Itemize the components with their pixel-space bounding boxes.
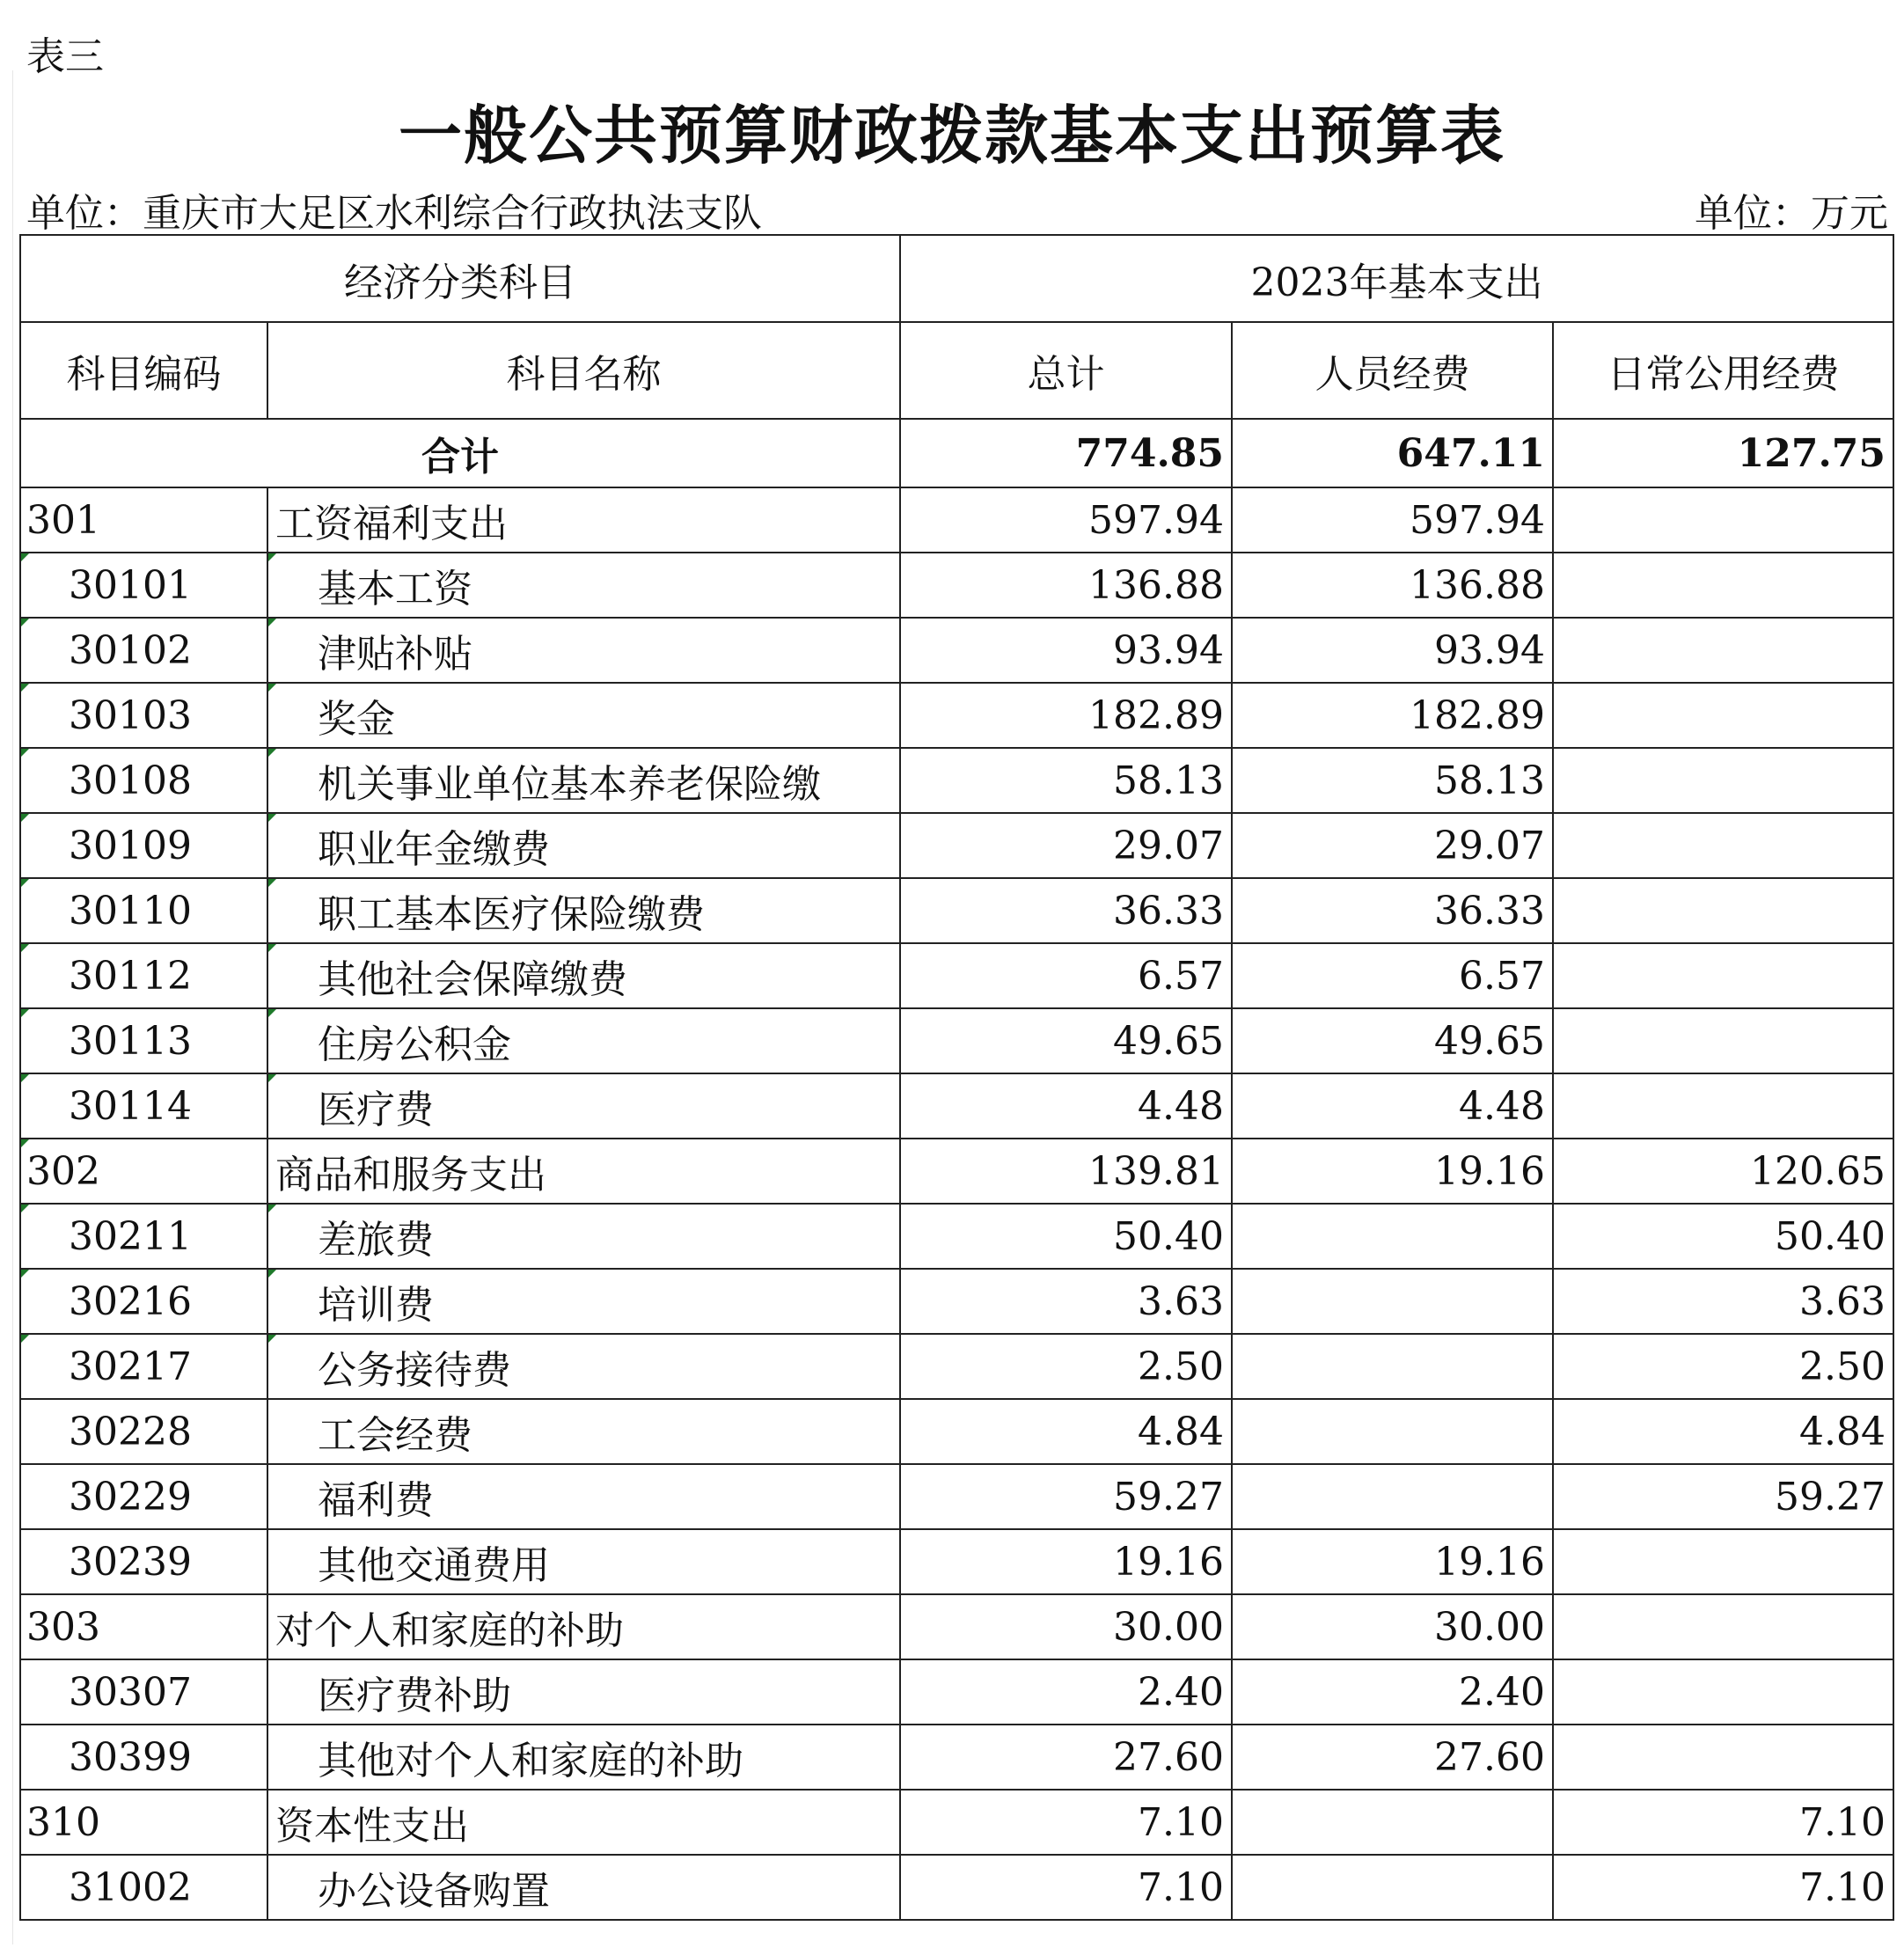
cell-total: 58.13 — [900, 748, 1232, 813]
cell-total: 19.16 — [900, 1529, 1232, 1594]
cell-public — [1553, 1659, 1893, 1725]
cell-total: 49.65 — [900, 1008, 1232, 1073]
header-economic-classification: 经济分类科目 — [20, 235, 900, 322]
table-row — [20, 1204, 1893, 1269]
cell-code: 30399 — [20, 1725, 267, 1790]
cell-name: 住房公积金 — [267, 1008, 900, 1073]
cell-public — [1553, 1529, 1893, 1594]
table-row — [20, 943, 1893, 1008]
table-row — [20, 813, 1893, 878]
cell-code: 30239 — [20, 1529, 267, 1594]
cell-code: 30103 — [20, 683, 267, 748]
cell-total: 7.10 — [900, 1855, 1232, 1920]
total-public: 127.75 — [1553, 419, 1893, 487]
cell-personnel: 4.48 — [1232, 1073, 1553, 1139]
cell-name: 职工基本医疗保险缴费 — [267, 878, 900, 943]
cell-total: 29.07 — [900, 813, 1232, 878]
total-sum: 774.85 — [900, 419, 1232, 487]
cell-personnel: 597.94 — [1232, 487, 1553, 553]
cell-name: 培训费 — [267, 1269, 900, 1334]
table-number-label: 表三 — [26, 34, 104, 79]
cell-total: 7.10 — [900, 1790, 1232, 1855]
cell-total: 50.40 — [900, 1204, 1232, 1269]
cell-total: 27.60 — [900, 1725, 1232, 1790]
table-row — [20, 1399, 1893, 1464]
cell-personnel: 93.94 — [1232, 618, 1553, 683]
cell-total: 59.27 — [900, 1464, 1232, 1529]
cell-code: 30228 — [20, 1399, 267, 1464]
cell-name: 工会经费 — [267, 1399, 900, 1464]
cell-public — [1553, 1008, 1893, 1073]
cell-code: 310 — [20, 1790, 267, 1855]
cell-code: 30229 — [20, 1464, 267, 1529]
cell-personnel — [1232, 1464, 1553, 1529]
table-row — [20, 878, 1893, 943]
cell-name: 医疗费 — [267, 1073, 900, 1139]
cell-public — [1553, 487, 1893, 553]
cell-code: 30108 — [20, 748, 267, 813]
cell-personnel — [1232, 1334, 1553, 1399]
cell-personnel — [1232, 1269, 1553, 1334]
cell-public: 7.10 — [1553, 1855, 1893, 1920]
cell-code: 30217 — [20, 1334, 267, 1399]
cell-name: 医疗费补助 — [267, 1659, 900, 1725]
header-column-row — [20, 322, 1893, 419]
table-row — [20, 683, 1893, 748]
total-personnel: 647.11 — [1232, 419, 1553, 487]
cell-code: 30110 — [20, 878, 267, 943]
cell-name: 差旅费 — [267, 1204, 900, 1269]
cell-code: 30101 — [20, 553, 267, 618]
cell-public — [1553, 813, 1893, 878]
cell-code: 301 — [20, 487, 267, 553]
cell-public — [1553, 553, 1893, 618]
table-row — [20, 1269, 1893, 1334]
cell-total: 136.88 — [900, 553, 1232, 618]
cell-code: 30114 — [20, 1073, 267, 1139]
cell-code: 302 — [20, 1139, 267, 1204]
header-name: 科目名称 — [267, 322, 900, 419]
cell-total: 6.57 — [900, 943, 1232, 1008]
cell-name: 其他对个人和家庭的补助 — [267, 1725, 900, 1790]
cell-total: 4.48 — [900, 1073, 1232, 1139]
cell-public — [1553, 618, 1893, 683]
total-label: 合计 — [20, 419, 900, 487]
table-row — [20, 1529, 1893, 1594]
cell-total: 2.40 — [900, 1659, 1232, 1725]
table-row — [20, 1334, 1893, 1399]
table-row — [20, 487, 1893, 553]
cell-personnel: 58.13 — [1232, 748, 1553, 813]
budget-table — [19, 234, 1894, 1921]
table-row — [20, 748, 1893, 813]
cell-name: 资本性支出 — [267, 1790, 900, 1855]
table-row — [20, 1464, 1893, 1529]
table-row — [20, 1855, 1893, 1920]
table-row — [20, 1594, 1893, 1659]
page-title: 一般公共预算财政拨款基本支出预算表 — [398, 99, 1505, 172]
page-edge-line — [12, 70, 13, 1944]
cell-total: 597.94 — [900, 487, 1232, 553]
cell-public: 4.84 — [1553, 1399, 1893, 1464]
header-code: 科目编码 — [20, 322, 267, 419]
cell-total: 4.84 — [900, 1399, 1232, 1464]
cell-personnel — [1232, 1399, 1553, 1464]
table-row — [20, 1790, 1893, 1855]
cell-code: 30113 — [20, 1008, 267, 1073]
cell-name: 办公设备购置 — [267, 1855, 900, 1920]
cell-name: 奖金 — [267, 683, 900, 748]
cell-name: 其他社会保障缴费 — [267, 943, 900, 1008]
cell-name: 其他交通费用 — [267, 1529, 900, 1594]
cell-personnel: 19.16 — [1232, 1139, 1553, 1204]
cell-personnel — [1232, 1204, 1553, 1269]
header-personnel: 人员经费 — [1232, 322, 1553, 419]
cell-public: 7.10 — [1553, 1790, 1893, 1855]
cell-personnel: 36.33 — [1232, 878, 1553, 943]
table-row — [20, 1073, 1893, 1139]
cell-name: 职业年金缴费 — [267, 813, 900, 878]
cell-code: 30112 — [20, 943, 267, 1008]
cell-name: 津贴补贴 — [267, 618, 900, 683]
organization-unit-label: 单位：重庆市大足区水利综合行政执法支队 — [26, 191, 762, 236]
cell-personnel: 136.88 — [1232, 553, 1553, 618]
cell-code: 30211 — [20, 1204, 267, 1269]
cell-personnel — [1232, 1790, 1553, 1855]
cell-personnel: 29.07 — [1232, 813, 1553, 878]
cell-total: 182.89 — [900, 683, 1232, 748]
cell-total: 30.00 — [900, 1594, 1232, 1659]
cell-code: 31002 — [20, 1855, 267, 1920]
cell-personnel: 27.60 — [1232, 1725, 1553, 1790]
cell-public — [1553, 1725, 1893, 1790]
cell-personnel: 30.00 — [1232, 1594, 1553, 1659]
cell-name: 机关事业单位基本养老保险缴 — [267, 748, 900, 813]
cell-public — [1553, 1073, 1893, 1139]
header-total: 总计 — [900, 322, 1232, 419]
cell-total: 93.94 — [900, 618, 1232, 683]
cell-personnel: 19.16 — [1232, 1529, 1553, 1594]
cell-personnel: 6.57 — [1232, 943, 1553, 1008]
header-public: 日常公用经费 — [1553, 322, 1893, 419]
total-row — [20, 419, 1893, 487]
table-row — [20, 1659, 1893, 1725]
cell-code: 30102 — [20, 618, 267, 683]
cell-public — [1553, 683, 1893, 748]
currency-unit-label: 单位：万元 — [1695, 191, 1888, 236]
cell-name: 商品和服务支出 — [267, 1139, 900, 1204]
cell-code: 30307 — [20, 1659, 267, 1725]
cell-personnel: 49.65 — [1232, 1008, 1553, 1073]
cell-name: 对个人和家庭的补助 — [267, 1594, 900, 1659]
cell-public: 120.65 — [1553, 1139, 1893, 1204]
cell-public: 3.63 — [1553, 1269, 1893, 1334]
header-basic-expenditure-2023: 2023年基本支出 — [900, 235, 1893, 322]
cell-personnel: 182.89 — [1232, 683, 1553, 748]
cell-personnel: 2.40 — [1232, 1659, 1553, 1725]
cell-total: 36.33 — [900, 878, 1232, 943]
table-row — [20, 618, 1893, 683]
header-group-row — [20, 235, 1893, 322]
cell-total: 139.81 — [900, 1139, 1232, 1204]
cell-public — [1553, 748, 1893, 813]
cell-total: 2.50 — [900, 1334, 1232, 1399]
cell-public: 50.40 — [1553, 1204, 1893, 1269]
table-row — [20, 553, 1893, 618]
cell-code: 30216 — [20, 1269, 267, 1334]
table-row — [20, 1008, 1893, 1073]
cell-name: 福利费 — [267, 1464, 900, 1529]
cell-code: 30109 — [20, 813, 267, 878]
cell-personnel — [1232, 1855, 1553, 1920]
table-row — [20, 1725, 1893, 1790]
cell-public — [1553, 1594, 1893, 1659]
cell-code: 303 — [20, 1594, 267, 1659]
cell-public — [1553, 878, 1893, 943]
cell-public: 2.50 — [1553, 1334, 1893, 1399]
cell-name: 公务接待费 — [267, 1334, 900, 1399]
cell-public: 59.27 — [1553, 1464, 1893, 1529]
cell-public — [1553, 943, 1893, 1008]
cell-name: 工资福利支出 — [267, 487, 900, 553]
cell-total: 3.63 — [900, 1269, 1232, 1334]
table-row — [20, 1139, 1893, 1204]
cell-name: 基本工资 — [267, 553, 900, 618]
